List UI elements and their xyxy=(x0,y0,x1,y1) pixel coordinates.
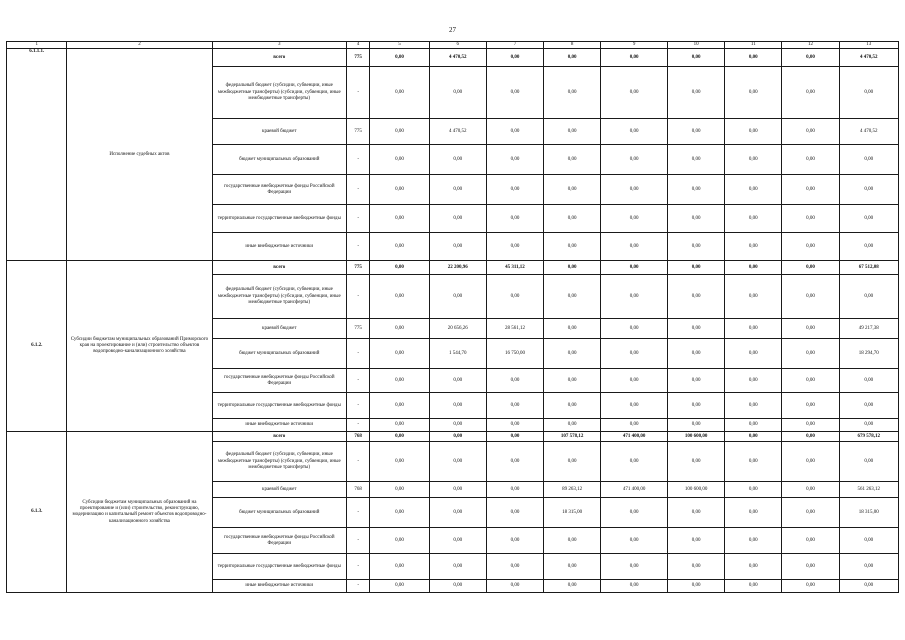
amount-cell: 0,00 xyxy=(370,419,429,432)
amount-cell: 0,00 xyxy=(667,205,724,233)
funding-source: территориальные государственные внебюджетные фонды xyxy=(212,393,347,419)
amount-cell: 0,00 xyxy=(725,369,782,393)
grbs-code: - xyxy=(347,275,370,319)
amount-cell: 0,00 xyxy=(667,393,724,419)
funding-source: бюджет муниципальных образований xyxy=(212,145,347,175)
amount-cell: 0,00 xyxy=(725,205,782,233)
amount-cell: 0,00 xyxy=(486,482,543,498)
amount-cell: 0,00 xyxy=(486,498,543,528)
amount-cell: 0,00 xyxy=(725,442,782,482)
header-cell: 2 xyxy=(67,42,212,49)
amount-cell: 0,00 xyxy=(782,419,839,432)
amount-cell: 0,00 xyxy=(429,442,486,482)
amount-cell: 0,00 xyxy=(725,432,782,442)
amount-cell: 0,00 xyxy=(370,145,429,175)
amount-cell: 0,00 xyxy=(370,339,429,369)
activity-name: Исполнение судебных актов xyxy=(67,49,212,261)
amount-cell: 18 315,00 xyxy=(839,498,898,528)
amount-cell: 49 217,38 xyxy=(839,319,898,339)
amount-cell: 0,00 xyxy=(782,233,839,261)
amount-cell: 0,00 xyxy=(370,580,429,593)
amount-cell: 0,00 xyxy=(601,419,668,432)
amount-cell: 0,00 xyxy=(601,498,668,528)
amount-cell: 0,00 xyxy=(429,498,486,528)
amount-cell: 0,00 xyxy=(544,261,601,275)
amount-cell: 0,00 xyxy=(667,554,724,580)
grbs-code: 768 xyxy=(347,482,370,498)
amount-cell: 0,00 xyxy=(601,393,668,419)
amount-cell: 0,00 xyxy=(486,528,543,554)
amount-cell: 0,00 xyxy=(486,119,543,145)
amount-cell: 0,00 xyxy=(544,275,601,319)
funding-source: территориальные государственные внебюджетные фонды xyxy=(212,554,347,580)
amount-cell: 0,00 xyxy=(601,119,668,145)
budget-table xyxy=(6,41,899,593)
amount-cell: 0,00 xyxy=(725,498,782,528)
amount-cell: 0,00 xyxy=(601,369,668,393)
amount-cell: 0,00 xyxy=(782,498,839,528)
amount-cell: 100 600,00 xyxy=(667,432,724,442)
amount-cell: 0,00 xyxy=(370,261,429,275)
header-cell: 8 xyxy=(544,42,601,49)
amount-cell: 0,00 xyxy=(725,49,782,67)
amount-cell: 0,00 xyxy=(544,528,601,554)
grbs-code: - xyxy=(347,554,370,580)
amount-cell: 0,00 xyxy=(725,233,782,261)
grbs-code: - xyxy=(347,442,370,482)
amount-cell: 45 311,12 xyxy=(486,261,543,275)
amount-cell: 679 578,12 xyxy=(839,432,898,442)
amount-cell: 0,00 xyxy=(486,369,543,393)
header-cell: 3 xyxy=(212,42,347,49)
grbs-code: - xyxy=(347,419,370,432)
amount-cell: 0,00 xyxy=(370,432,429,442)
page-number: 27 xyxy=(449,26,456,34)
amount-cell: 0,00 xyxy=(725,119,782,145)
amount-cell: 0,00 xyxy=(544,67,601,119)
amount-cell: 0,00 xyxy=(667,528,724,554)
amount-cell: 4 470,52 xyxy=(429,49,486,67)
amount-cell: 0,00 xyxy=(782,49,839,67)
amount-cell: 0,00 xyxy=(839,393,898,419)
amount-cell: 0,00 xyxy=(486,442,543,482)
header-cell: 7 xyxy=(486,42,543,49)
funding-source: иные внебюджетные источники xyxy=(212,233,347,261)
header-cell: 13 xyxy=(839,42,898,49)
header-cell: 11 xyxy=(725,42,782,49)
amount-cell: 0,00 xyxy=(370,175,429,205)
amount-cell: 0,00 xyxy=(839,233,898,261)
amount-cell: 0,00 xyxy=(601,339,668,369)
amount-cell: 0,00 xyxy=(429,175,486,205)
amount-cell: 561 263,12 xyxy=(839,482,898,498)
amount-cell: 0,00 xyxy=(370,233,429,261)
amount-cell: 0,00 xyxy=(839,554,898,580)
amount-cell: 0,00 xyxy=(544,205,601,233)
amount-cell: 0,00 xyxy=(667,442,724,482)
amount-cell: 107 578,12 xyxy=(544,432,601,442)
amount-cell: 0,00 xyxy=(486,145,543,175)
amount-cell: 89 263,12 xyxy=(544,482,601,498)
amount-cell: 0,00 xyxy=(370,528,429,554)
amount-cell: 0,00 xyxy=(667,339,724,369)
grbs-code: - xyxy=(347,205,370,233)
amount-cell: 0,00 xyxy=(839,205,898,233)
amount-cell: 0,00 xyxy=(839,580,898,593)
amount-cell: 0,00 xyxy=(839,175,898,205)
amount-cell: 0,00 xyxy=(782,119,839,145)
amount-cell: 0,00 xyxy=(544,175,601,205)
activity-code: 6.1.1.1. xyxy=(7,49,67,261)
amount-cell: 0,00 xyxy=(667,319,724,339)
amount-cell: 0,00 xyxy=(370,554,429,580)
amount-cell: 4 470,52 xyxy=(839,119,898,145)
grbs-code: - xyxy=(347,528,370,554)
activity-code: 6.1.2. xyxy=(7,261,67,432)
amount-cell: 0,00 xyxy=(601,233,668,261)
amount-cell: 0,00 xyxy=(429,393,486,419)
funding-source: краевой бюджет xyxy=(212,119,347,145)
amount-cell: 0,00 xyxy=(544,319,601,339)
amount-cell: 0,00 xyxy=(544,119,601,145)
amount-cell: 0,00 xyxy=(725,554,782,580)
grbs-code: - xyxy=(347,580,370,593)
amount-cell: 0,00 xyxy=(370,369,429,393)
amount-cell: 0,00 xyxy=(544,233,601,261)
funding-source: бюджет муниципальных образований xyxy=(212,498,347,528)
amount-cell: 0,00 xyxy=(429,482,486,498)
funding-source: федеральный бюджет (субсидии, субвенции, иные межбюджетные трансферты) (субсидии, субвенции, иные межбюджетные трансферты) xyxy=(212,275,347,319)
amount-cell: 22 200,96 xyxy=(429,261,486,275)
amount-cell: 0,00 xyxy=(725,175,782,205)
amount-cell: 0,00 xyxy=(370,393,429,419)
amount-cell: 0,00 xyxy=(370,482,429,498)
amount-cell: 67 512,08 xyxy=(839,261,898,275)
grbs-code: - xyxy=(347,175,370,205)
amount-cell: 0,00 xyxy=(544,580,601,593)
amount-cell: 0,00 xyxy=(667,275,724,319)
funding-source: территориальные государственные внебюджетные фонды xyxy=(212,205,347,233)
grbs-code: 775 xyxy=(347,319,370,339)
grbs-code: - xyxy=(347,233,370,261)
amount-cell: 0,00 xyxy=(782,442,839,482)
amount-cell: 0,00 xyxy=(370,319,429,339)
grbs-code: 775 xyxy=(347,49,370,67)
amount-cell: 0,00 xyxy=(725,393,782,419)
amount-cell: 0,00 xyxy=(782,175,839,205)
amount-cell: 0,00 xyxy=(725,482,782,498)
amount-cell: 0,00 xyxy=(725,275,782,319)
amount-cell: 0,00 xyxy=(601,145,668,175)
amount-cell: 0,00 xyxy=(486,67,543,119)
grbs-code: - xyxy=(347,339,370,369)
funding-source: федеральный бюджет (субсидии, субвенции, иные межбюджетные трансферты) (субсидии, субвенции, иные межбюджетные трансферты) xyxy=(212,442,347,482)
amount-cell: 0,00 xyxy=(725,145,782,175)
grbs-code: 775 xyxy=(347,261,370,275)
funding-source: иные внебюджетные источники xyxy=(212,419,347,432)
amount-cell: 0,00 xyxy=(782,482,839,498)
amount-cell: 0,00 xyxy=(839,442,898,482)
amount-cell: 0,00 xyxy=(667,233,724,261)
amount-cell: 4 470,52 xyxy=(839,49,898,67)
amount-cell: 0,00 xyxy=(429,369,486,393)
amount-cell: 0,00 xyxy=(370,205,429,233)
amount-cell: 0,00 xyxy=(725,419,782,432)
amount-cell: 0,00 xyxy=(601,205,668,233)
amount-cell: 0,00 xyxy=(782,275,839,319)
amount-cell: 0,00 xyxy=(839,419,898,432)
table-row xyxy=(7,49,899,67)
amount-cell: 0,00 xyxy=(667,369,724,393)
funding-source: иные внебюджетные источники xyxy=(212,580,347,593)
amount-cell: 0,00 xyxy=(370,498,429,528)
amount-cell: 0,00 xyxy=(544,145,601,175)
activity-name: Субсидии бюджетам муниципальных образований на проектирование и (или) строительство, реконструкцию, модернизацию и капитальный ремонт объектов водопроводно-канализационного хозяйства xyxy=(67,432,212,593)
amount-cell: 0,00 xyxy=(782,580,839,593)
amount-cell: 0,00 xyxy=(601,275,668,319)
amount-cell: 0,00 xyxy=(370,49,429,67)
amount-cell: 0,00 xyxy=(601,175,668,205)
amount-cell: 0,00 xyxy=(486,275,543,319)
amount-cell: 0,00 xyxy=(782,261,839,275)
amount-cell: 0,00 xyxy=(839,275,898,319)
grbs-code: - xyxy=(347,498,370,528)
funding-source: государственные внебюджетные фонды Российской Федерации xyxy=(212,369,347,393)
amount-cell: 0,00 xyxy=(544,49,601,67)
amount-cell: 0,00 xyxy=(486,393,543,419)
amount-cell: 0,00 xyxy=(667,67,724,119)
amount-cell: 0,00 xyxy=(839,369,898,393)
grbs-code: - xyxy=(347,67,370,119)
amount-cell: 0,00 xyxy=(429,275,486,319)
amount-cell: 0,00 xyxy=(667,498,724,528)
amount-cell: 4 470,52 xyxy=(429,119,486,145)
amount-cell: 0,00 xyxy=(370,119,429,145)
amount-cell: 0,00 xyxy=(544,554,601,580)
amount-cell: 0,00 xyxy=(601,554,668,580)
amount-cell: 0,00 xyxy=(782,319,839,339)
funding-source: федеральный бюджет (субсидии, субвенции, иные межбюджетные трансферты) (субсидии, субвенции, иные межбюджетные трансферты) xyxy=(212,67,347,119)
activity-name: Субсидии бюджетам муниципальных образований Приморского края на проектирование и (или) строительство объектов водопроводно-канализационного хозяйства xyxy=(67,261,212,432)
amount-cell: 0,00 xyxy=(429,419,486,432)
amount-cell: 471 400,00 xyxy=(601,482,668,498)
amount-cell: 0,00 xyxy=(839,67,898,119)
amount-cell: 0,00 xyxy=(544,419,601,432)
amount-cell: 0,00 xyxy=(782,393,839,419)
table-row xyxy=(7,261,899,275)
amount-cell: 20 656,26 xyxy=(429,319,486,339)
grbs-code: - xyxy=(347,393,370,419)
amount-cell: 0,00 xyxy=(667,175,724,205)
amount-cell: 0,00 xyxy=(725,528,782,554)
amount-cell: 0,00 xyxy=(486,580,543,593)
amount-cell: 0,00 xyxy=(370,275,429,319)
funding-source: краевой бюджет xyxy=(212,482,347,498)
amount-cell: 0,00 xyxy=(725,580,782,593)
amount-cell: 0,00 xyxy=(429,432,486,442)
amount-cell: 0,00 xyxy=(429,205,486,233)
amount-cell: 0,00 xyxy=(544,339,601,369)
header-row xyxy=(7,42,899,49)
amount-cell: 0,00 xyxy=(429,580,486,593)
amount-cell: 0,00 xyxy=(725,261,782,275)
funding-source: государственные внебюджетные фонды Российской Федерации xyxy=(212,528,347,554)
header-cell: 5 xyxy=(370,42,429,49)
amount-cell: 0,00 xyxy=(667,580,724,593)
amount-cell: 0,00 xyxy=(601,261,668,275)
amount-cell: 0,00 xyxy=(370,67,429,119)
amount-cell: 0,00 xyxy=(667,145,724,175)
amount-cell: 0,00 xyxy=(782,528,839,554)
amount-cell: 0,00 xyxy=(601,442,668,482)
header-cell: 12 xyxy=(782,42,839,49)
amount-cell: 0,00 xyxy=(486,175,543,205)
amount-cell: 0,00 xyxy=(839,528,898,554)
amount-cell: 0,00 xyxy=(839,145,898,175)
amount-cell: 0,00 xyxy=(667,119,724,145)
amount-cell: 18 315,00 xyxy=(544,498,601,528)
grbs-code: 768 xyxy=(347,432,370,442)
header-cell: 10 xyxy=(667,42,724,49)
amount-cell: 0,00 xyxy=(429,233,486,261)
amount-cell: 0,00 xyxy=(601,580,668,593)
amount-cell: 0,00 xyxy=(725,319,782,339)
amount-cell: 0,00 xyxy=(429,528,486,554)
amount-cell: 0,00 xyxy=(601,528,668,554)
amount-cell: 0,00 xyxy=(486,205,543,233)
amount-cell: 0,00 xyxy=(601,49,668,67)
amount-cell: 0,00 xyxy=(667,261,724,275)
amount-cell: 0,00 xyxy=(782,339,839,369)
grbs-code: - xyxy=(347,369,370,393)
amount-cell: 18 294,70 xyxy=(839,339,898,369)
amount-cell: 0,00 xyxy=(782,554,839,580)
amount-cell: 471 400,00 xyxy=(601,432,668,442)
header-cell: 4 xyxy=(347,42,370,49)
amount-cell: 16 750,00 xyxy=(486,339,543,369)
header-cell: 6 xyxy=(429,42,486,49)
funding-source: всего xyxy=(212,49,347,67)
amount-cell: 0,00 xyxy=(782,205,839,233)
amount-cell: 0,00 xyxy=(544,369,601,393)
amount-cell: 0,00 xyxy=(486,233,543,261)
amount-cell: 0,00 xyxy=(725,67,782,119)
amount-cell: 100 600,00 xyxy=(667,482,724,498)
table-row xyxy=(7,432,899,442)
amount-cell: 0,00 xyxy=(667,49,724,67)
amount-cell: 0,00 xyxy=(782,145,839,175)
amount-cell: 0,00 xyxy=(486,432,543,442)
amount-cell: 28 561,12 xyxy=(486,319,543,339)
header-cell: 9 xyxy=(601,42,668,49)
amount-cell: 0,00 xyxy=(667,419,724,432)
amount-cell: 0,00 xyxy=(782,432,839,442)
amount-cell: 0,00 xyxy=(429,67,486,119)
grbs-code: 775 xyxy=(347,119,370,145)
grbs-code: - xyxy=(347,145,370,175)
amount-cell: 0,00 xyxy=(429,554,486,580)
amount-cell: 0,00 xyxy=(429,145,486,175)
amount-cell: 0,00 xyxy=(601,67,668,119)
funding-source: краевой бюджет xyxy=(212,319,347,339)
amount-cell: 0,00 xyxy=(370,442,429,482)
amount-cell: 0,00 xyxy=(486,49,543,67)
amount-cell: 0,00 xyxy=(486,554,543,580)
header-cell: 1 xyxy=(7,42,67,49)
amount-cell: 0,00 xyxy=(544,442,601,482)
amount-cell: 0,00 xyxy=(544,393,601,419)
funding-source: всего xyxy=(212,432,347,442)
amount-cell: 1 544,70 xyxy=(429,339,486,369)
amount-cell: 0,00 xyxy=(782,67,839,119)
table-body xyxy=(7,42,899,593)
funding-source: государственные внебюджетные фонды Российской Федерации xyxy=(212,175,347,205)
amount-cell: 0,00 xyxy=(486,419,543,432)
funding-source: всего xyxy=(212,261,347,275)
amount-cell: 0,00 xyxy=(601,319,668,339)
amount-cell: 0,00 xyxy=(782,369,839,393)
amount-cell: 0,00 xyxy=(725,339,782,369)
activity-code: 6.1.3. xyxy=(7,432,67,593)
funding-source: бюджет муниципальных образований xyxy=(212,339,347,369)
